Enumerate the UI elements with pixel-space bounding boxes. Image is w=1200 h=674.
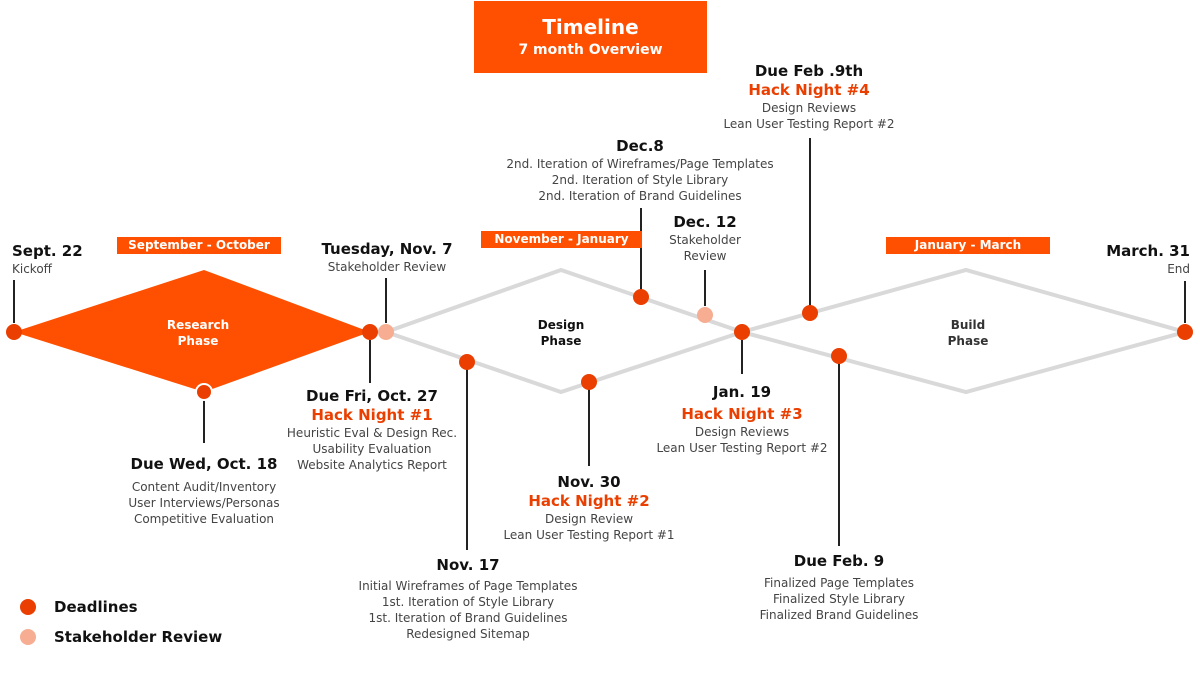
page-subtitle: 7 month Overview	[518, 42, 663, 58]
dot-nov30	[581, 374, 597, 390]
dot-nov7-stakeholder	[378, 324, 394, 340]
milestone-dec12: Dec. 12 Stakeholder Review	[669, 213, 741, 263]
milestone-oct27: Due Fri, Oct. 27 Hack Night #1 Heuristic Eval & Design Rec. Usability Evaluation Website Analytics Report	[286, 387, 458, 472]
phase-name-build: Build Phase	[947, 318, 989, 348]
milestone-nov17: Nov. 17 Initial Wireframes of Page Templates 1st. Iteration of Style Library 1st. Iteration of Brand Guidelines Redesigned Sitemap	[358, 556, 578, 641]
legend-item-deadlines	[20, 592, 222, 622]
timeline-header	[474, 1, 707, 73]
dot-feb9th	[802, 305, 818, 321]
dot-mar31	[1177, 324, 1193, 340]
dot-jan19	[734, 324, 750, 340]
legend	[20, 592, 222, 652]
phase-name-research: Research Phase	[166, 318, 230, 348]
milestone-jan19: Jan. 19 Hack Night #3 Design Reviews Lean User Testing Report #2	[656, 383, 828, 455]
dot-nov17	[459, 354, 475, 370]
banner-build: January - March	[886, 237, 1050, 254]
dot-oct18	[196, 384, 212, 400]
banner-research: September - October	[117, 237, 281, 254]
deadline-dot-icon	[20, 599, 36, 615]
phase-name-design: Design Phase	[537, 318, 585, 348]
legend-item-stakeholder	[20, 622, 222, 652]
dot-dec12-stakeholder	[697, 307, 713, 323]
milestone-sept22: Sept. 22 Kickoff	[12, 242, 83, 276]
milestone-feb9: Due Feb. 9 Finalized Page Templates Finalized Style Library Finalized Brand Guidelines	[759, 552, 919, 622]
legend-label-stakeholder: Stakeholder Review	[54, 628, 223, 646]
milestone-dec8: Dec.8 2nd. Iteration of Wireframes/Page Templates 2nd. Iteration of Style Library 2nd. Iteration of Brand Guidelines	[506, 137, 774, 203]
milestone-nov30: Nov. 30 Hack Night #2 Design Review Lean User Testing Report #1	[503, 473, 675, 542]
dot-dec8	[633, 289, 649, 305]
milestone-nov7: Tuesday, Nov. 7 Stakeholder Review	[321, 240, 453, 274]
milestone-oct18: Due Wed, Oct. 18 Content Audit/Inventory User Interviews/Personas Competitive Evaluation	[128, 455, 280, 526]
dot-feb9	[831, 348, 847, 364]
legend-label-deadlines: Deadlines	[54, 598, 138, 616]
milestone-feb9th: Due Feb .9th Hack Night #4 Design Reviews Lean User Testing Report #2	[723, 62, 895, 131]
dot-sept22	[6, 324, 22, 340]
banner-design: November - January	[481, 231, 642, 248]
page-title: Timeline	[542, 15, 639, 39]
stakeholder-dot-icon	[20, 629, 36, 645]
milestone-mar31: March. 31 End	[1106, 242, 1190, 276]
dot-oct27	[362, 324, 378, 340]
